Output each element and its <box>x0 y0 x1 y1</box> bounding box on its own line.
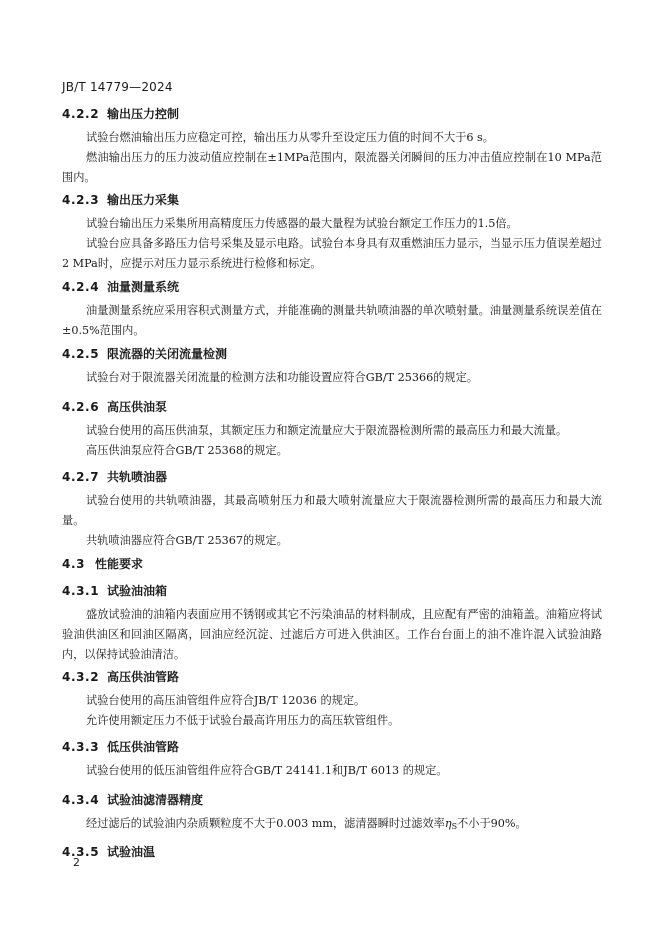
section-number: 4.3.4 <box>62 793 100 807</box>
section-4-2-3 <box>62 191 602 274</box>
section-heading <box>62 105 602 123</box>
section-4-2-4 <box>62 278 602 341</box>
section-number: 4.2.2 <box>62 107 100 121</box>
section-title: 高压供油泵 <box>107 400 168 414</box>
paragraph-text: 不小于90%。 <box>457 817 527 830</box>
section-4-3-2 <box>62 668 602 731</box>
section-4-2-6 <box>62 398 602 461</box>
paragraph: 试验台使用的低压油管组件应符合GB/T 24141.1和JB/T 6013 的规定。 <box>86 764 448 777</box>
section-title: 输出压力控制 <box>107 107 180 121</box>
paragraph: 允许使用额定压力不低于试验台最高许用压力的高压软管组件。 <box>86 714 400 727</box>
paragraph: 试验台使用的高压油管组件应符合JB/T 12036 的规定。 <box>86 694 366 707</box>
page-number: 2 <box>73 856 80 869</box>
section-title: 油量测量系统 <box>107 280 180 294</box>
paragraph: 共轨喷油器应符合GB/T 25367的规定。 <box>86 534 288 547</box>
section-title: 高压供油管路 <box>107 670 180 684</box>
section-title: 低压供油管路 <box>107 740 180 754</box>
section-number: 4.2.6 <box>62 400 100 414</box>
section-heading <box>62 278 602 296</box>
section-number: 4.3.1 <box>62 584 100 598</box>
section-heading <box>62 582 602 600</box>
paragraph <box>62 814 602 837</box>
section-heading <box>62 468 602 486</box>
section-heading <box>62 398 602 416</box>
section-4-2-2 <box>62 105 602 188</box>
paragraph: 试验台对于限流器关闭流量的检测方法和功能设置应符合GB/T 25366的规定。 <box>86 371 478 384</box>
section-4-3 <box>62 555 602 573</box>
section-title: 共轨喷油器 <box>107 470 168 484</box>
section-heading <box>62 191 602 209</box>
section-4-3-1 <box>62 582 602 665</box>
section-number: 4.2.4 <box>62 280 100 294</box>
section-title: 性能要求 <box>95 557 144 571</box>
section-number: 4.2.7 <box>62 470 100 484</box>
paragraph: 油量测量系统应采用容积式测量方式，并能准确的测量共轨喷油器的单次喷射量。油量测量系统误差值在±0.5%范围内。 <box>62 304 602 337</box>
section-number: 4.3.5 <box>62 845 100 859</box>
section-number: 4.3.2 <box>62 670 100 684</box>
section-4-2-7 <box>62 468 602 551</box>
section-title: 输出压力采集 <box>107 193 180 207</box>
section-4-3-3 <box>62 738 602 781</box>
section-title: 试验油油箱 <box>107 584 168 598</box>
paragraph: 盛放试验油的油箱内表面应用不锈钢或其它不污染油品的材料制成，且应配有严密的油箱盖。油箱应将试验油供油区和回油区隔离，回油应经沉淀、过滤后方可进入供油区。工作台台面上的油不准许混入试验油路内，以保持试验油清洁。 <box>62 608 602 661</box>
section-title: 试验油温 <box>107 845 156 859</box>
section-title: 限流器的关闭流量检测 <box>107 347 228 361</box>
paragraph-text: 经过滤后的试验油内杂质颗粒度不大于0.003 mm，滤清器瞬时过滤效率 <box>86 817 445 830</box>
section-4-3-5 <box>62 843 602 861</box>
section-heading <box>62 668 602 686</box>
section-heading <box>62 555 602 573</box>
paragraph: 试验台燃油输出压力应稳定可控，输出压力从零升至设定压力值的时间不大于6 s。 <box>86 131 494 144</box>
eta-subscript: S <box>451 822 458 831</box>
standard-number: JB/T 14779—2024 <box>62 80 173 94</box>
section-number: 4.3 <box>62 557 86 571</box>
paragraph: 试验台使用的共轨喷油器，其最高喷射压力和最大喷射流量应大于限流器检测所需的最高压力和最大流量。 <box>62 494 602 527</box>
section-heading <box>62 738 602 756</box>
section-heading <box>62 843 602 861</box>
section-heading <box>62 791 602 809</box>
section-title: 试验油滤清器精度 <box>107 793 204 807</box>
paragraph: 试验台使用的高压供油泵，其额定压力和额定流量应大于限流器检测所需的最高压力和最大流量。 <box>86 424 568 437</box>
section-4-3-4 <box>62 791 602 837</box>
paragraph: 试验台应具备多路压力信号采集及显示电路。试验台本身具有双重燃油压力显示，当显示压力值误差超过2 MPa时，应提示对压力显示系统进行检修和标定。 <box>62 237 602 270</box>
section-number: 4.3.3 <box>62 740 100 754</box>
eta-symbol: η <box>444 817 452 830</box>
section-number: 4.2.3 <box>62 193 100 207</box>
section-number: 4.2.5 <box>62 347 100 361</box>
paragraph: 试验台输出压力采集所用高精度压力传感器的最大量程为试验台额定工作压力的1.5倍。 <box>86 217 518 230</box>
section-4-2-5 <box>62 345 602 388</box>
paragraph: 燃油输出压力的压力波动值应控制在±1MPa范围内，限流器关闭瞬间的压力冲击值应控制在10 MPa范围内。 <box>62 151 602 184</box>
paragraph: 高压供油泵应符合GB/T 25368的规定。 <box>86 444 288 457</box>
section-heading <box>62 345 602 363</box>
